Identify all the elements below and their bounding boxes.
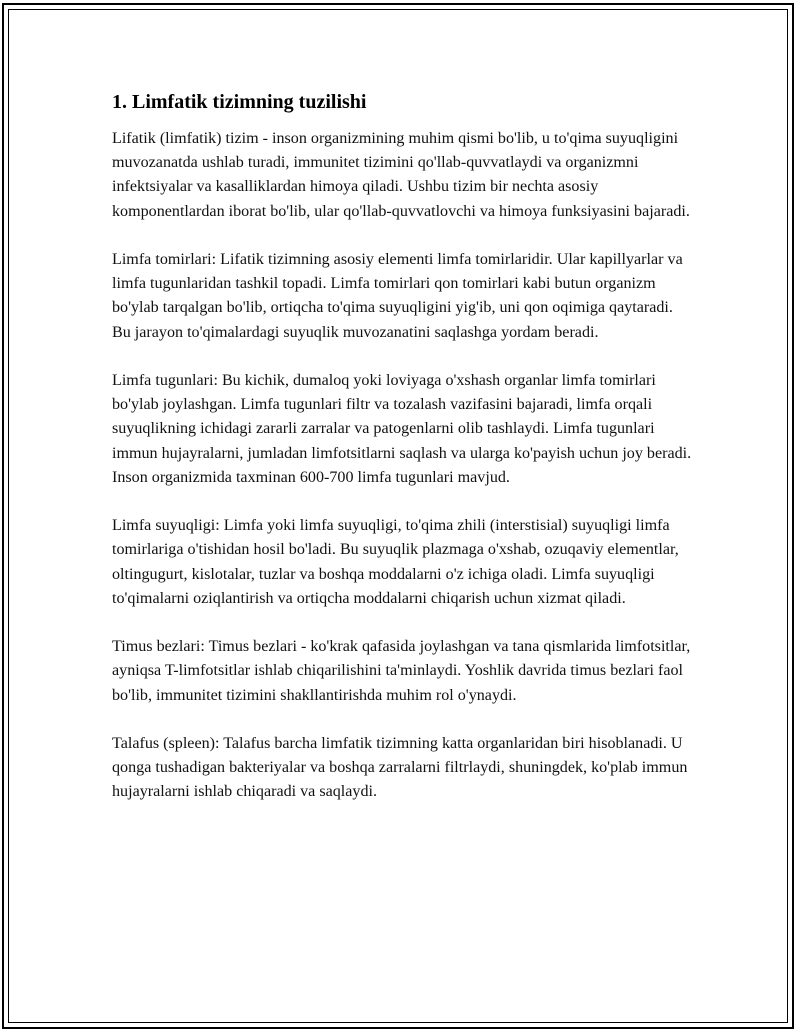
paragraph-talafus: Talafus (spleen): Talafus barcha limfatik tizimning katta organlaridan biri hisoblanadi. U qonga tushadigan bakteriyalar va boshqa zarralarni filtrlaydi, shuningdek, ko'plab immun hujayralarni ishlab chiqaradi va saqlaydi. [112,735,688,801]
paragraph-intro: Lifatik (limfatik) tizim - inson organizmining muhim qismi bo'lib, u to'qima suyuqligini muvozanatda ushlab turadi, immunitet tizimini qo'llab-quvvatlaydi va organizmni infektsiyalar va kasalliklardan himoya qiladi. Ushbu tizim bir nechta asosiy komponentlardan iborat bo'lib, ular qo'llab-quvvatlovchi va himoya funksiyasini bajaradi. [112,130,690,220]
paragraph-limfa-tomirlari: Limfa tomirlari: Lifatik tizimning asosiy elementi limfa tomirlaridir. Ular kapillyarlar va limfa tugunlaridan tashkil topadi. Limfa tomirlari qon tomirlari kabi butun organizm bo'ylab tarqalgan bo'lib, ortiqcha to'qima suyuqligini yig'ib, uni qon oqimiga qaytaradi. Bu jarayon to'qimalardagi suyuqlik muvozanatini saqlashga yordam beradi. [112,251,683,341]
paragraph-limfa-suyuqligi: Limfa suyuqligi: Limfa yoki limfa suyuqligi, to'qima zhili (interstisial) suyuqligi limfa tomirlariga o'tishidan hosil bo'ladi. Bu suyuqlik plazmaga o'xshab, ozuqaviy elementlar, oltingugurt, kislotalar, tuzlar va boshqa moddalarni o'z ichiga oladi. Limfa suyuqligi to'qimalarni oziqlantirish va ortiqcha moddalarni chiqarish uchun xizmat qiladi. [112,517,679,607]
document-body [112,90,692,829]
paragraph-timus-bezlari: Timus bezlari: Timus bezlari - ko'krak qafasida joylashgan va tana qismlarida limfotsitlar, ayniqsa T-limfotsitlar ishlab chiqarilishini ta'minlaydi. Yoshlik davrida timus bezlari faol bo'lib, immunitet tizimini shakllantirishda muhim rol o'ynaydi. [112,638,691,704]
paragraph-limfa-tugunlari: Limfa tugunlari: Bu kichik, dumaloq yoki loviyaga o'xshash organlar limfa tomirlari bo'ylab joylashgan. Limfa tugunlari filtr va tozalash vazifasini bajaradi, limfa orqali suyuqlikning ichidagi zararli zarralar va patogenlarni olib tashlaydi. Limfa tugunlari immun hujayralarni, jumladan limfotsitlarni saqlash va ularga ko'payish uchun joy beradi. Inson organizmida taxminan 600-700 limfa tugunlari mavjud. [112,372,692,486]
section-heading: 1. Limfatik tizimning tuzilishi [112,91,367,113]
